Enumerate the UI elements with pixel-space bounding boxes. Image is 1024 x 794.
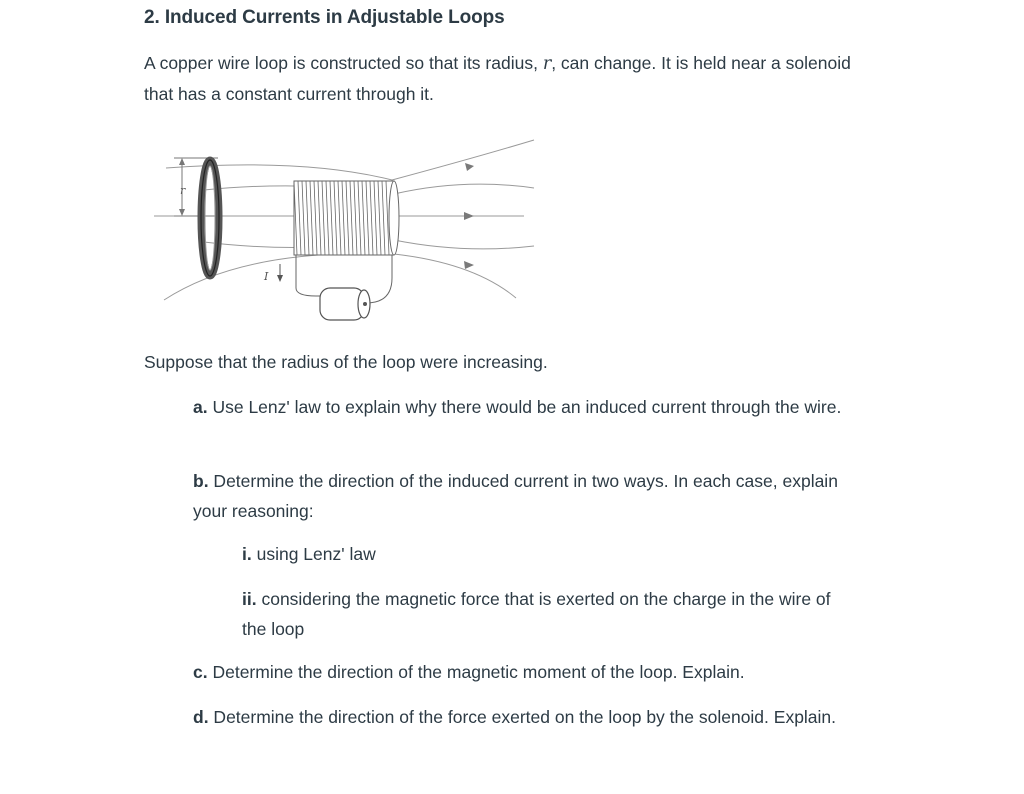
current-arrow <box>277 264 283 282</box>
question-b <box>193 466 853 526</box>
question-d-text: Determine the direction of the force exerted on the loop by the solenoid. Explain. <box>208 707 837 727</box>
field-arrows <box>464 163 474 269</box>
intro-text-1: A copper wire loop is constructed so that its radius, <box>144 53 543 73</box>
question-a <box>193 392 853 422</box>
arrow-middle <box>464 212 474 220</box>
radius-label: r <box>180 184 186 197</box>
question-c-label: c. <box>193 662 208 682</box>
question-b-ii-label: ii. <box>242 589 257 609</box>
question-d-label: d. <box>193 707 209 727</box>
question-b-i <box>242 539 852 569</box>
battery <box>320 288 370 320</box>
arrow-top <box>465 163 474 171</box>
suppose-text: Suppose that the radius of the loop were increasing. <box>144 352 548 372</box>
radius-variable: r <box>542 54 552 74</box>
field-line-top <box>166 140 534 180</box>
question-b-ii-text: considering the magnetic force that is exerted on the charge in the wire of the loop <box>242 589 831 639</box>
question-a-text: Use Lenz' law to explain why there would be an induced current through the wire. <box>207 397 842 417</box>
question-b-i-label: i. <box>242 544 252 564</box>
solenoid <box>294 181 399 255</box>
question-b-label: b. <box>193 471 209 491</box>
arrow-bottom <box>464 261 474 269</box>
question-b-i-text: using Lenz' law <box>251 544 376 564</box>
intro-paragraph <box>144 48 864 109</box>
intro-text-2: , can change. It is held near a solenoid that has a constant current through it. <box>144 53 851 104</box>
question-a-label: a. <box>193 397 208 417</box>
question-d <box>193 702 853 732</box>
question-c-text: Determine the direction of the magnetic moment of the loop. Explain. <box>207 662 745 682</box>
question-b-text: Determine the direction of the induced current in two ways. In each case, explain your reasoning: <box>193 471 838 521</box>
current-label: I <box>264 270 269 283</box>
page-title: 2. Induced Currents in Adjustable Loops <box>144 7 505 28</box>
question-c <box>193 657 853 687</box>
question-b-ii <box>242 584 852 644</box>
loop-solenoid-figure <box>144 128 544 328</box>
